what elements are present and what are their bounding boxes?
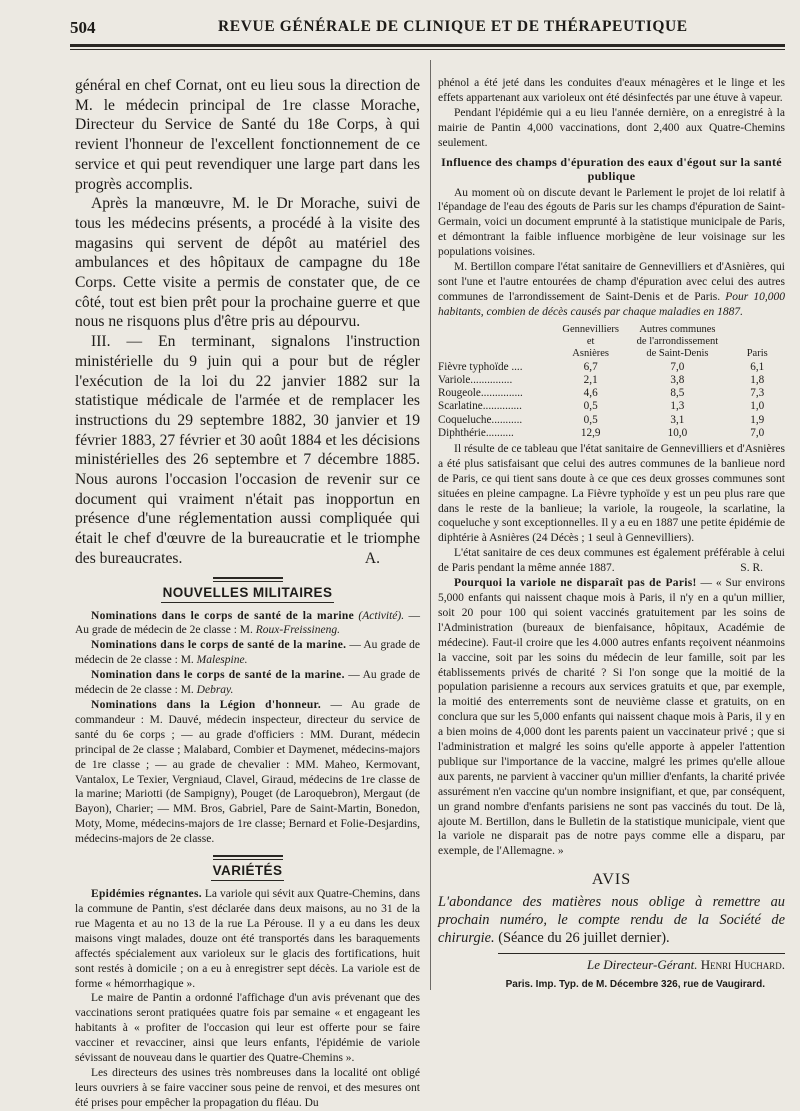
- page-header: [70, 16, 785, 52]
- table-cell: 7,3: [750, 387, 765, 400]
- epidemies-text: La variole qui sévit aux Quatre-Chemins, dans la commune de Pantin, s'est déclarée dans deux maisons, au no 31 de la rue Magenta et au no 13 de la rue La Pérouse. Il y a eu dans les deux maisons vingt malades, douze ont été transportés dans les baraquements affectés spécialement aux varioleux sur le glacis des fortifications, huit sont restés à domicile ; on a eu à enregistrer sept décès. La variole est de forme « hémorrhagique ».: [75, 888, 420, 990]
- nomination-1: [75, 609, 420, 639]
- paragraph-morache: général en chef Cornat, ont eu lieu sous la direction de M. le médecin principal de 1re classe Morache, Directeur du Service de Santé du 18e Corps, à qui revient l'honneur de l'excellent fonctionnement de ce service et qui peut revendiquer une large part dans les progrès accomplis.: [75, 77, 420, 193]
- table-cell: 0,5: [583, 400, 598, 413]
- table-row: [438, 400, 785, 413]
- column-divider: [430, 60, 431, 990]
- table-cell: 3,1: [670, 413, 685, 426]
- nomination-3: [75, 668, 420, 698]
- resulte-paragraph: Il résulte de ce tableau que l'état sanitaire de Gennevilliers et d'Asnières a été plus satisfaisant que celui des autres communes de la banlieue nord de Paris, ce qui tient sans doute à ce que ces deux grosses communes sont situées en pleine campagne. La Fièvre typhoïde y est un peu plus rare que dans le reste de la banlieue; la variole, la rougeole, la scarlatine, la coqueluche y sont exceptionnelles. Il y a eu en 1887 une petite épidémie de diphtérie à Asnières (24 Décès ; 1 seul à Gennevilliers).: [438, 442, 785, 545]
- nomination-4-text: — Au grade de commandeur : M. Dauvé, médecin inspecteur, directeur du service de santé du 6e corps ; — au grade d'officiers : MM. Durant, médecin principal de 2e classe ; Malabard, Combier et Daymenet, médecins-majors de 1re classe ; — au grade de chevalier : MM. Maheo, Kermovant, Vantalox, Le Texier, Vergniaud, Clavel, Giraud, médecins de 1re classe de la marine; Mariotti (de Sampigny), Pouget (de Laroquebron), Mergaut (de Bayon), Charier; — MM. Bros, Gabriel, Pare de Saint-Martin, Bonedon, Moty, Mome, médecins-majors de 1re classe; Bernard et Folie-Desjardins, médecins-majors de 2e classe.: [75, 699, 420, 846]
- section-title-text: VARIÉTÉS: [211, 863, 285, 881]
- page-number: 504: [70, 18, 96, 37]
- vaccinations-paragraph: Pendant l'épidémie qui a eu lieu l'année dernière, on a enregistré à la mairie de Pantin 4,000 vaccinations, dont 2,400 aux Quatre-Chemins seulement.: [438, 106, 785, 149]
- table-header: [438, 323, 556, 361]
- table-cell: 1,8: [750, 373, 765, 386]
- table-cell: 7,0: [670, 360, 685, 373]
- nomination-2: [75, 638, 420, 668]
- epidemies-paragraph: [75, 887, 420, 991]
- nomination-3-lead: Nomination dans le corps de santé de la marine.: [91, 669, 345, 682]
- table-cell: 4,6: [583, 387, 598, 400]
- table-cell: 6,1: [750, 360, 765, 373]
- table-cell: 1,3: [670, 400, 685, 413]
- nomination-4: [75, 698, 420, 847]
- table-body: [438, 361, 785, 440]
- table-row: [438, 374, 785, 387]
- nomination-2-text: — Au grade de médecin de 2e classe : M.: [75, 639, 420, 667]
- bertillon-text: M. Bertillon compare l'état sanitaire de Gennevilliers et d'Asnières, qui sont l'une et l'autre entourées de champ d'épuration avec celui des autres communes de l'arrondissement de Saint-Denis et de Paris.: [438, 261, 785, 303]
- paragraph-instruction-text: III. — En terminant, signalons l'instruction ministérielle du 9 juin qui a pour but de régler l'exécution de la loi du 22 janvier 1882 sur la statistique médicale de l'armée et de remplacer les instructions du 29 septembre 1882, 30 janvier et 19 février 1883, 27 février et 30 août 1884 et les décisions ministérielles des 26 septembre et 7 décembre 1885. Nous aurons l'occasion l'occasion de revenir sur ce document qui vraiment n'était pas inopportun en présence d'une réglementation aussi compliquée qui était le chef d'œuvre de la bureaucratie et le triomphe des bureaucrates.: [75, 333, 420, 567]
- nomination-1-lead: Nominations dans le corps de santé de la marine: [91, 609, 354, 622]
- table-row: [438, 414, 785, 427]
- header-rule-thin: [70, 49, 785, 50]
- table-row-label: Rougeole...............: [438, 387, 523, 400]
- author-initials: S. R.: [740, 562, 763, 575]
- signature-label: Le Directeur-Gérant.: [587, 957, 698, 973]
- nomination-1-note: (Activité).: [358, 609, 405, 622]
- table-header: Gennevilliers et Asnières: [562, 323, 619, 359]
- table-row: [438, 427, 785, 440]
- table-cell: 10,0: [667, 426, 688, 439]
- etat-sanitaire-paragraph: [438, 546, 785, 576]
- table-row-label: Diphthérie..........: [438, 426, 514, 439]
- table-cell: 2,1: [583, 373, 598, 386]
- table-cell: 0,5: [583, 413, 598, 426]
- maire-paragraph: Le maire de Pantin a ordonné l'affichage d'un avis prévenant que des vaccinations seront pratiquées quatre fois par semaine « et engageant les habitants à « profiter de l'occasion qui leur est offerte pour se faire vacciner et revacciner, ainsi que leurs enfants, l'épidémie de variole sévissant de nouveau dans le quartier des Quatre-Chemins ».: [75, 992, 420, 1065]
- avis-block: [438, 871, 785, 990]
- variole-paris-text: — « Sur environs 5,000 enfants qui naissent chaque mois à Paris, il n'y en a qu'un millier, soit 20 pour 100 qui soient vaccinés gratuitement par les soins de l'Administration (bureaux de bienfaisance, hôpitaux, Académie de médecine). Faut-il croire que les 4.000 autres enfants reçoivent néanmoins la vaccine, soit par les soins du médecin de leur famille, soit par les établissements privés de charité ? Si l'on songe que la moitié de la population parisienne a recours aux services gratuits et que, par exemple, la moitié des enterrements sont de neuvième classe et gratuits, on en conclura que sur les 5,000 enfants qui naissent chaque mois à Paris, il y en a bien moins de 4,000 dont les parents paient un vaccinateur privé ; que si l'administration et malgré les soins qu'elle apporte à appeler l'attention publique sur l'importance de la vaccine, malgré les primes qu'elle alloue aux parents, ne parvient à vacciner qu'un millier d'enfants, la charité privée assurément n'en vaccine qu'un nombre insignifiant, et que, par conséquent, un grand nombre d'enfants parisiens ne sont pas vaccinés du tout. De là, ajoute M. Bertillon, dans le Bulletin de la statistique municipale, vient que la variole ne disparait pas de notre pays comme elle a disparu, par exemple, de l'Allemagne. »: [438, 577, 785, 858]
- parlement-paragraph: Au moment où on discute devant le Parlement le projet de loi relatif à l'épandage de l'eau des égouts de Paris sur les champs d'épuration de Saint-Germain, voici un document emprunté à la statistique municipale de Paris, et démontrant la faible influence morbigène de leur voisinage sur les populations voisines.: [438, 186, 785, 259]
- signature: [438, 957, 785, 973]
- phenol-paragraph: phénol a été jeté dans les conduites d'eaux ménagères et le linge et les effets appartenant aux varioleux ont été désinfectés par une étuve à vapeur.: [438, 77, 785, 104]
- nomination-3-text: — Au grade de médecin de 2e classe : M.: [75, 669, 420, 697]
- nomination-1-text: — Au grade de médecin de 2e classe : M.: [75, 609, 421, 637]
- avis-body: [438, 893, 785, 947]
- signature-name: Henri Huchard.: [700, 957, 785, 973]
- table-row-label: Coqueluche...........: [438, 413, 523, 426]
- printer-line: Paris. Imp. Typ. de M. Décembre 326, rue de Vaugirard.: [505, 979, 765, 991]
- table-cell: 12,9: [580, 426, 601, 439]
- section-nouvelles-militaires: [75, 577, 420, 603]
- table-cell: 1,9: [750, 413, 765, 426]
- table-cell: 1,0: [750, 400, 765, 413]
- table-row-label: Variole...............: [438, 373, 513, 386]
- variole-paris-paragraph: [438, 576, 785, 859]
- avis-date: (Séance du 26 juillet dernier).: [494, 930, 670, 947]
- influence-heading: Influence des champs d'épuration des eaux d'égout sur la santé publique: [441, 154, 782, 183]
- section-title-text: NOUVELLES MILITAIRES: [161, 585, 335, 603]
- table-cell: 8,5: [670, 387, 685, 400]
- table-caption: Pour 10,000 habitants, combien de décès causés par chaque maladies en 1887.: [438, 290, 785, 318]
- nomination-1-name: Roux-Freissineng.: [255, 624, 340, 637]
- table-row-label: Fièvre typhoïde ....: [438, 360, 523, 373]
- table-cell: 3,8: [670, 373, 685, 386]
- mortality-table: [438, 323, 785, 440]
- table-row: [438, 387, 785, 400]
- nomination-2-name: Malespine.: [196, 654, 248, 667]
- section-varietes: [75, 855, 420, 881]
- section-ornament: [213, 855, 283, 860]
- variole-paris-lead: Pourquoi la variole ne disparaît pas de Paris!: [454, 577, 697, 590]
- table-header: Paris: [746, 347, 768, 359]
- avis-title: AVIS: [591, 871, 632, 889]
- bertillon-paragraph: [438, 260, 785, 320]
- section-ornament: [213, 577, 283, 582]
- usines-paragraph: Les directeurs des usines très nombreuses dans la localité ont obligé leurs ouvriers à se faire vacciner sous peine de renvoi, et des mesures ont été prises pour empêcher la propagation du fléau. Du: [75, 1066, 420, 1109]
- table-row: [438, 361, 785, 374]
- paragraph-instruction: [75, 332, 420, 568]
- nomination-3-name: Debray.: [196, 684, 234, 697]
- avis-text: L'abondance des matières nous oblige à remettre au prochain numéro, le compte rendu de la Société de chirurgie.: [438, 894, 785, 947]
- header-rule: [70, 44, 785, 47]
- author-initial: A.: [364, 549, 380, 567]
- table-header-row: [438, 323, 785, 361]
- table-cell: 7,0: [750, 426, 765, 439]
- nomination-4-lead: Nominations dans la Légion d'honneur.: [91, 699, 322, 712]
- table-row-label: Scarlatine..............: [438, 400, 522, 413]
- table-header: Autres communes de l'arrondissement de Saint-Denis: [636, 323, 719, 359]
- epidemies-lead: Epidémies régnantes.: [91, 888, 202, 901]
- nomination-2-lead: Nominations dans le corps de santé de la marine.: [91, 639, 347, 652]
- right-column: [438, 76, 785, 990]
- etat-sanitaire-text: L'état sanitaire de ces deux communes est également préférable à celui de Paris pendant la même année 1887.: [438, 547, 785, 575]
- paragraph-visite: Après la manœuvre, M. le Dr Morache, suivi de tous les médecins présents, a procédé à la visite des magasins qui servent de dépôt au matériel des ambulances et des hôpitaux de campagne du 18e Corps. Cette visite a permis de constater que, de ce côté, tout est bien prêt pour la prochaine guerre et que nous ne risquons plus d'être pris au dépourvu.: [75, 195, 420, 331]
- table-cell: 6,7: [583, 360, 598, 373]
- left-column: [75, 76, 420, 1111]
- avis-rule: [498, 953, 785, 954]
- journal-title: REVUE GÉNÉRALE DE CLINIQUE ET DE THÉRAPEUTIQUE: [218, 18, 688, 35]
